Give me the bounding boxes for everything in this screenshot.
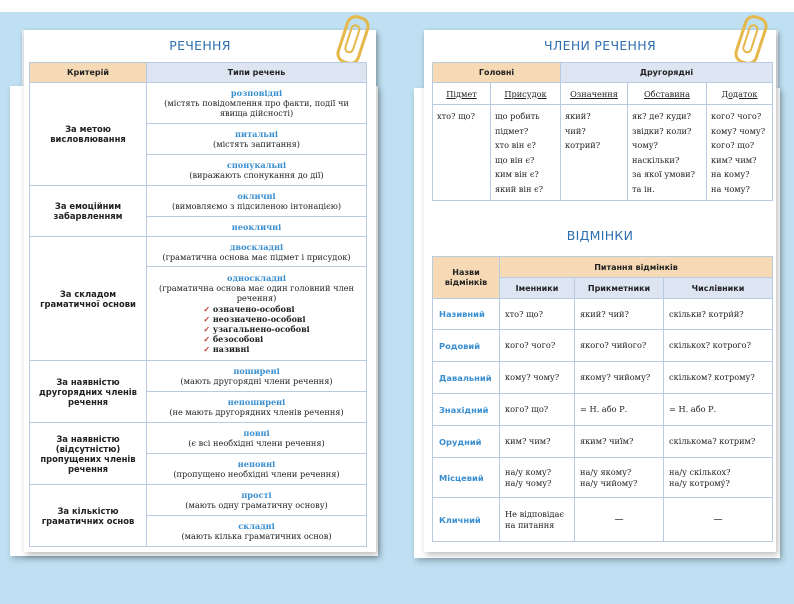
question: та ін. xyxy=(632,183,655,194)
type-name: складні xyxy=(238,521,275,531)
noun-q: ким? чим? xyxy=(500,426,575,458)
header-criterion: Критерій xyxy=(30,63,147,83)
num-q: = Н. або Р. xyxy=(664,394,773,426)
type-desc: (є всі необхідні члени речення) xyxy=(188,438,325,448)
line: на/у якому? xyxy=(580,467,632,477)
criterion-purpose: За метою висловлювання xyxy=(30,83,147,186)
adj-q: яким? чиїм? xyxy=(575,426,664,458)
adj-q xyxy=(575,458,664,498)
question: ким він є? xyxy=(495,169,539,179)
col-attribute: Означення xyxy=(561,83,628,105)
list-item: ✓ неозначено-особові xyxy=(203,314,309,324)
num-q xyxy=(664,458,773,498)
type-name: розповідні xyxy=(230,88,283,98)
col-subject: Підмет xyxy=(433,83,491,105)
table-row xyxy=(433,458,773,498)
adj-q: який? чий? xyxy=(575,299,664,330)
line: на/у чому? xyxy=(505,477,552,488)
question: кого? що? xyxy=(711,140,755,150)
adverbial-questions xyxy=(628,105,707,201)
question: за якої умови? xyxy=(632,169,695,179)
question: чому? xyxy=(632,140,658,150)
num-q: скільком? котрому? xyxy=(664,362,773,394)
header-nouns: Іменники xyxy=(500,278,575,299)
predicate-questions xyxy=(491,105,561,201)
line: на питання xyxy=(505,519,555,530)
line: на/у скількох? xyxy=(669,467,731,477)
type-name: неповні xyxy=(237,459,276,469)
criterion-secondary: За наявністю другорядних членів речення xyxy=(30,361,147,423)
question: чий? xyxy=(565,125,586,136)
type-desc: (мають кілька граматичних основ) xyxy=(181,531,332,541)
criterion-bases: За кількістю граматичних основ xyxy=(30,485,147,547)
type-name: повні xyxy=(243,428,270,438)
type-desc: (виражають спонукання до дії) xyxy=(189,170,324,180)
question: який? xyxy=(565,111,591,121)
type-desc: (містять повідомлення про факти, події чи явища дійсності) xyxy=(164,98,349,118)
type-name: односкладні xyxy=(227,273,286,283)
case-name: Місцевий xyxy=(433,458,500,498)
sentences-table xyxy=(29,62,367,547)
object-questions xyxy=(707,105,773,201)
subject-questions xyxy=(433,105,491,201)
adj-q: = Н. або Р. xyxy=(575,394,664,426)
question: підмет? xyxy=(495,125,529,136)
criterion-structure: За складом граматичної основи xyxy=(30,237,147,361)
top-band xyxy=(0,0,794,12)
header-adjectives: Прикметники xyxy=(575,278,664,299)
type-name: двоскладні xyxy=(229,241,284,252)
question: на чому? xyxy=(711,183,750,194)
question: наскільки? xyxy=(632,154,680,165)
noun-q: кого? чого? xyxy=(500,330,575,362)
type-name: прості xyxy=(241,490,272,500)
type-desc: (вимовляємо з підсиленою інтонацією) xyxy=(171,201,342,211)
header-numerals: Числівники xyxy=(664,278,773,299)
page-title-members: ЧЛЕНИ РЕЧЕННЯ xyxy=(544,38,656,53)
noun-q xyxy=(500,498,575,542)
header-case-names: Назви відмінків xyxy=(433,257,500,299)
page-title-cases: ВІДМІНКИ xyxy=(566,228,634,243)
case-name: Давальний xyxy=(433,362,500,394)
question: ким? чим? xyxy=(711,154,757,165)
type-name: питальні xyxy=(235,129,278,139)
table-row xyxy=(433,394,773,426)
question: який він є? xyxy=(495,183,544,194)
question: котрий? xyxy=(565,140,601,150)
type-desc: (мають одну граматичну основу) xyxy=(185,500,328,510)
noun-q: кому? чому? xyxy=(500,362,575,394)
line: на/у кому? xyxy=(505,467,552,477)
col-object: Додаток xyxy=(707,83,773,105)
one-member-types-list xyxy=(203,304,309,354)
noun-q: хто? що? xyxy=(500,299,575,330)
list-item: ✓ називні xyxy=(203,344,309,354)
list-item: ✓ означено-особові xyxy=(203,304,309,314)
table-row xyxy=(433,498,773,542)
line: на/у чийому? xyxy=(580,477,638,488)
sentence-members-table xyxy=(432,62,773,201)
type-desc: (граматична основа має один головний член речення) xyxy=(159,283,354,303)
header-case-questions: Питання відмінків xyxy=(500,257,773,278)
list-item: ✓ безособові xyxy=(203,334,309,344)
type-desc: (пропущено необхідні члени речення) xyxy=(173,469,340,479)
case-name: Кличний xyxy=(433,498,500,542)
adj-q: — xyxy=(575,498,664,542)
line: Не відповідає xyxy=(505,509,564,519)
question: на кому? xyxy=(711,169,750,179)
num-q: скількома? котрим? xyxy=(664,426,773,458)
col-predicate: Присудок xyxy=(491,83,561,105)
type-name: неокличні xyxy=(231,221,282,232)
question: що робить xyxy=(495,111,540,121)
type-name: поширені xyxy=(233,366,280,376)
type-desc: (граматична основа має підмет і присудок) xyxy=(162,251,351,262)
line: на/у котрому́? xyxy=(669,477,730,488)
type-desc: (містять запитання) xyxy=(213,139,300,149)
type-desc: (мають другорядні члени речення) xyxy=(180,376,333,386)
criterion-completeness: За наявністю (відсутністю) пропущених членів речення xyxy=(30,423,147,485)
case-name: Орудний xyxy=(433,426,500,458)
col-adverbial: Обставина xyxy=(628,83,707,105)
header-main: Головні xyxy=(433,63,561,83)
header-types: Типи речень xyxy=(147,63,367,83)
header-secondary: Другорядні xyxy=(561,63,773,83)
table-row xyxy=(433,330,773,362)
question: кому? чому? xyxy=(711,125,766,136)
question: як? де? куди? xyxy=(632,111,691,121)
type-name: непоширені xyxy=(227,397,286,407)
list-item: ✓ узагальнено-особові xyxy=(203,324,309,334)
attribute-questions xyxy=(561,105,628,201)
num-q: — xyxy=(664,498,773,542)
case-name: Родовий xyxy=(433,330,500,362)
num-q: скількох? котрого? xyxy=(664,330,773,362)
cases-table xyxy=(432,256,773,542)
noun-q xyxy=(500,458,575,498)
table-row xyxy=(433,426,773,458)
type-name: спонукальні xyxy=(226,160,287,170)
page-title-sentences: РЕЧЕННЯ xyxy=(169,38,231,53)
criterion-emotion: За емоційним забарвленням xyxy=(30,186,147,237)
num-q: скільки? котри́й? xyxy=(664,299,773,330)
question: звідки? коли? xyxy=(632,125,692,136)
adj-q: якого? чийого? xyxy=(575,330,664,362)
adj-q: якому? чийому? xyxy=(575,362,664,394)
type-desc: (не мають другорядних членів речення) xyxy=(169,407,344,417)
question: хто? що? xyxy=(437,111,475,121)
table-row xyxy=(433,362,773,394)
type-name: окличні xyxy=(237,191,276,201)
case-name: Називний xyxy=(433,299,500,330)
question: що він є? xyxy=(495,154,535,165)
question: кого? чого? xyxy=(711,111,762,121)
noun-q: кого? що? xyxy=(500,394,575,426)
question: хто він є? xyxy=(495,140,536,150)
case-name: Знахідний xyxy=(433,394,500,426)
table-row xyxy=(433,299,773,330)
